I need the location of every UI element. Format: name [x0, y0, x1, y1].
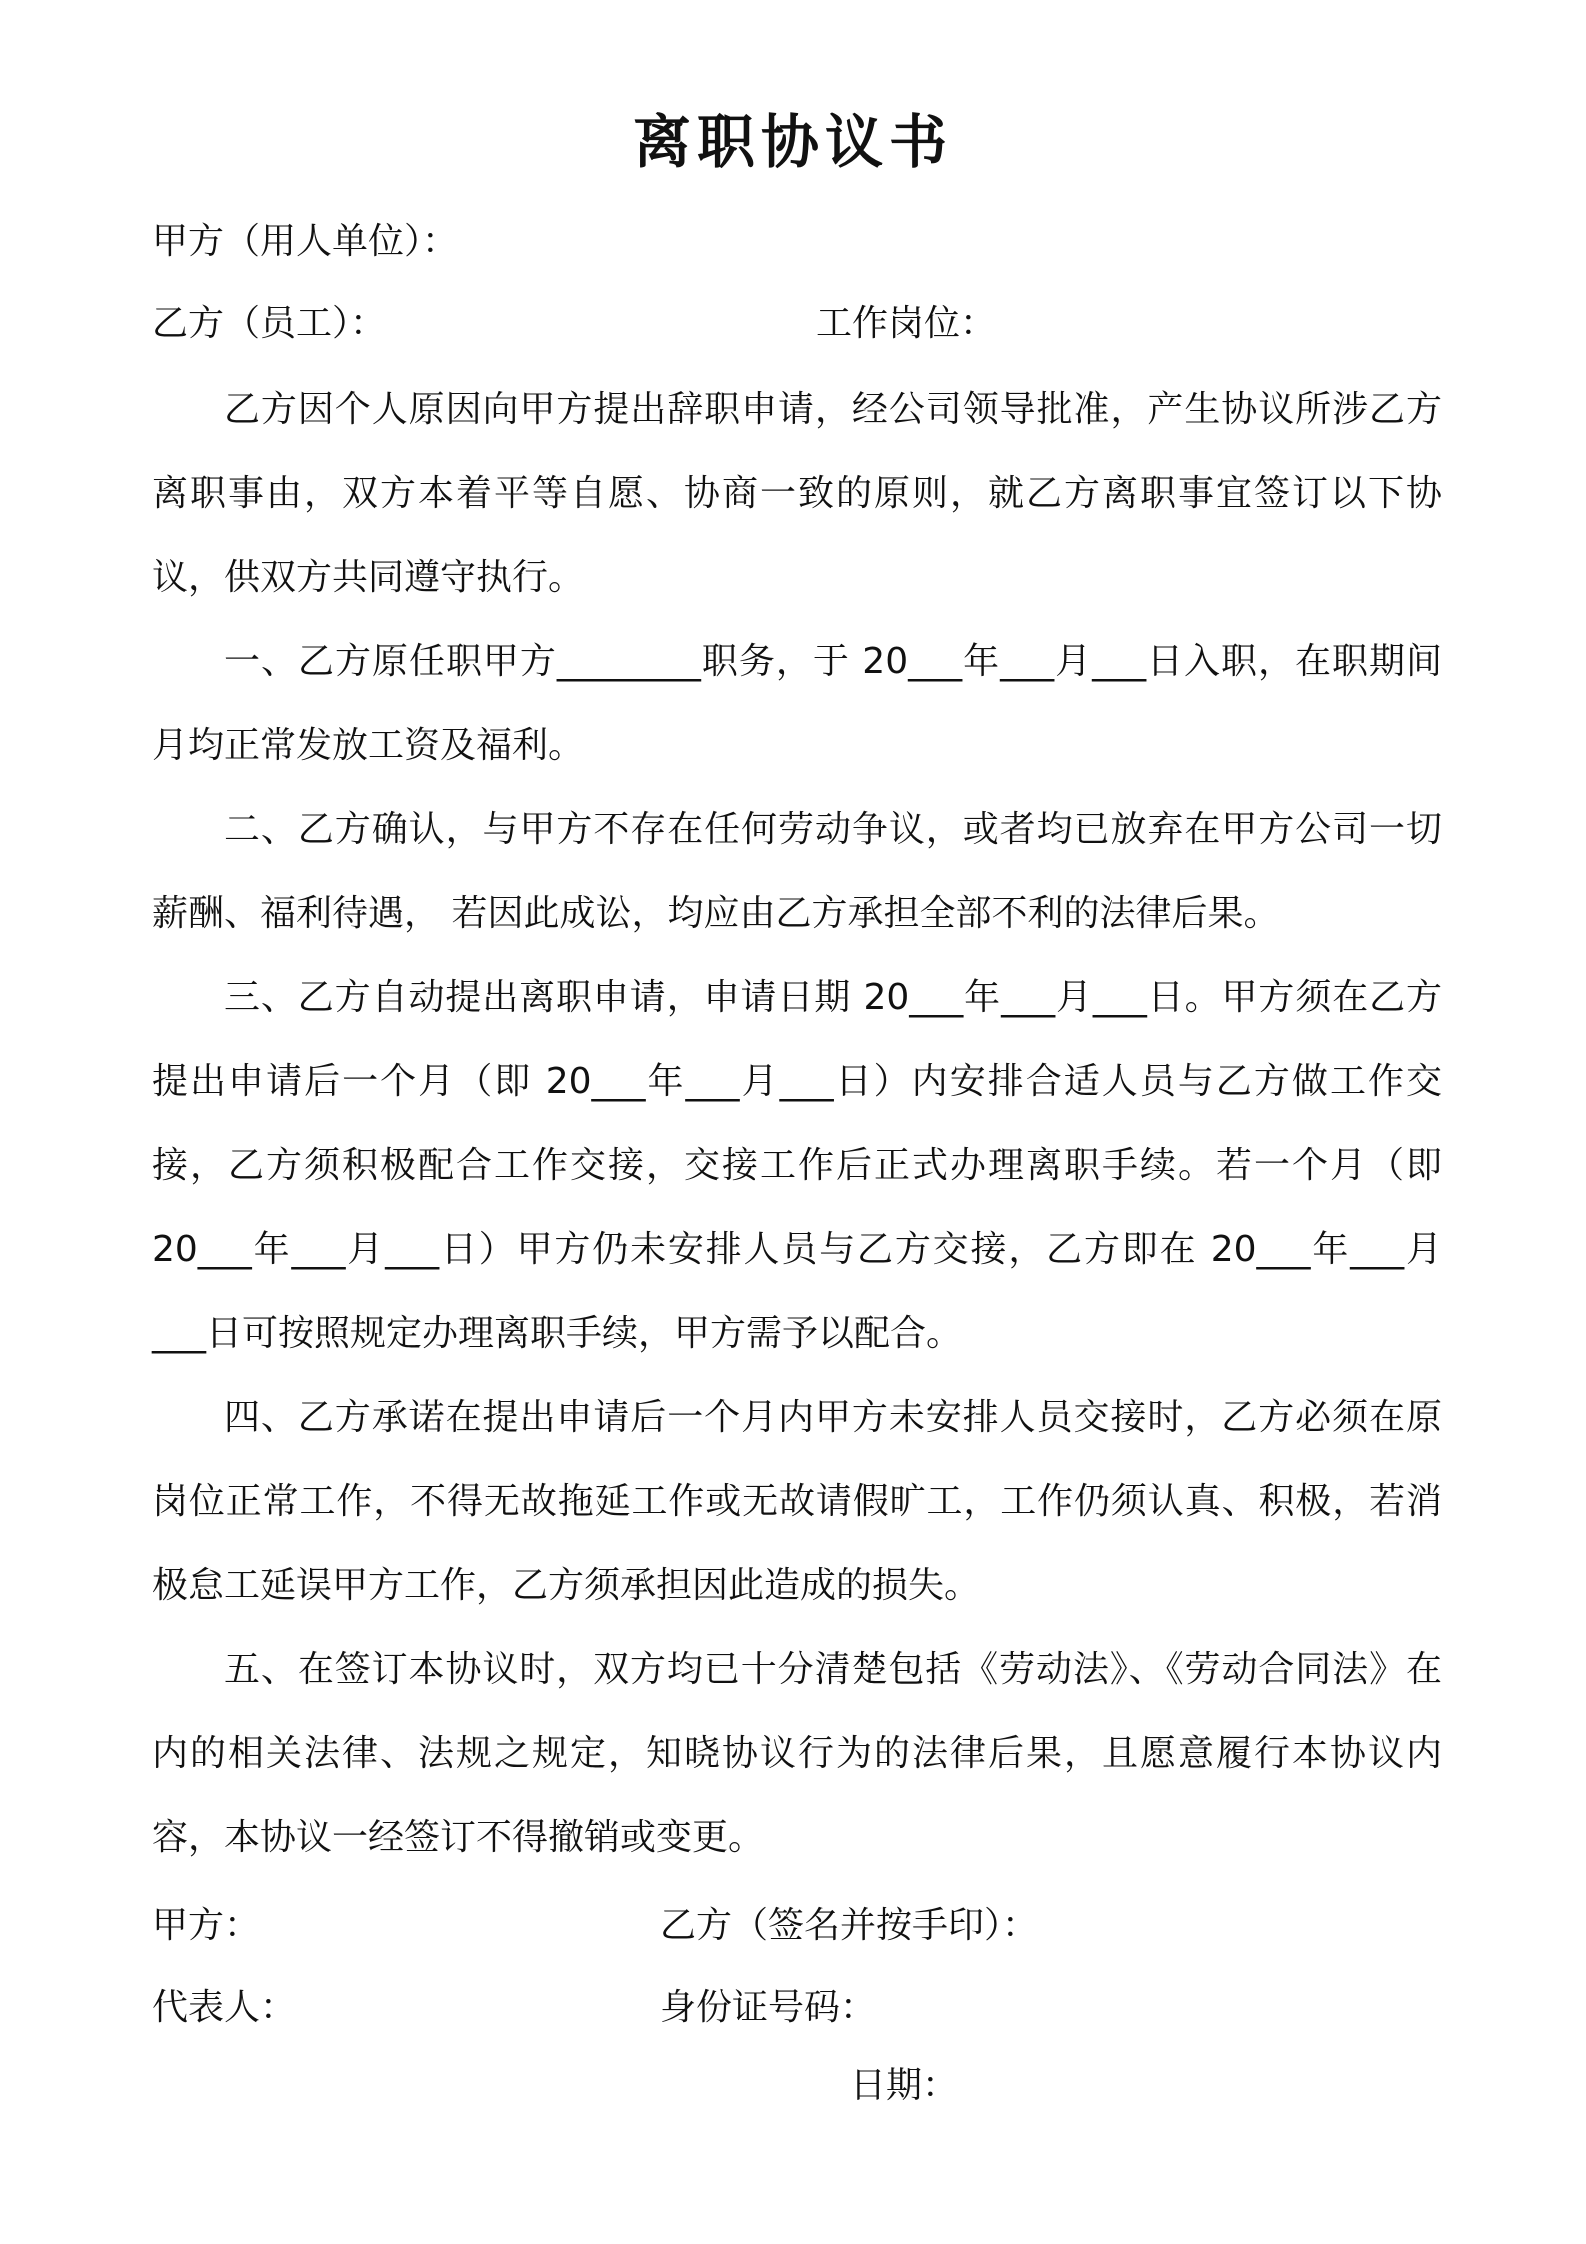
intro-paragraph: 乙方因个人原因向甲方提出辞职申请，经公司领导批准，产生协议所涉乙方离职事由，双方本着平等自愿、协商一致的原则，就乙方离职事宜签订以下协议，供双方共同遵守执行。 [152, 389, 1442, 598]
clause-4: 四、乙方承诺在提出申请后一个月内甲方未安排人员交接时，乙方必须在原岗位正常工作，不得无故拖延工作或无故请假旷工，工作仍须认真、积极，若消极怠工延误甲方工作，乙方须承担因此造成的损失。 [152, 1397, 1442, 1606]
id-number-label: 身份证号码： [660, 1987, 877, 2028]
clause-5: 五、在签订本协议时，双方均已十分清楚包括《劳动法》、《劳动合同法》在内的相关法律、法规之规定，知晓协议行为的法律后果，且愿意履行本协议内容，本协议一经签订不得撤销或变更。 [152, 1649, 1442, 1858]
party-b-employee-label: 乙方（员工）： [152, 303, 387, 344]
signature-party-b-label: 乙方（签名并按手印）： [660, 1905, 1039, 1946]
document-title: 离职协议书 [632, 108, 953, 176]
job-position-label: 工作岗位： [816, 303, 997, 344]
representative-label: 代表人： [152, 1987, 297, 2028]
clause-2: 二、乙方确认，与甲方不存在任何劳动争议，或者均已放弃在甲方公司一切薪酬、福利待遇， 若因此成讼，均应由乙方承担全部不利的法律后果。 [152, 809, 1442, 934]
date-label: 日期： [850, 2065, 959, 2106]
signature-party-a-label: 甲方： [152, 1905, 261, 1946]
clause-1: 一、乙方原任职甲方________职务，于 20___年___月___日入职，在职期间月均正常发放工资及福利。 [152, 641, 1442, 766]
clause-3: 三、乙方自动提出离职申请，申请日期 20___年___月___日。甲方须在乙方提出申请后一个月（即 20___年___月___日）内安排合适人员与乙方做工作交接，乙方须积极配合工作交接，交接工作后正式办理离职手续。若一个月（即 20___年___月___日）甲方仍未安排人员与乙方交接，乙方即在 20___年___月___日可按照规定办理离职手续，甲方需予以配合。 [152, 977, 1442, 1354]
party-a-employer-label: 甲方（用人单位）： [152, 221, 459, 262]
